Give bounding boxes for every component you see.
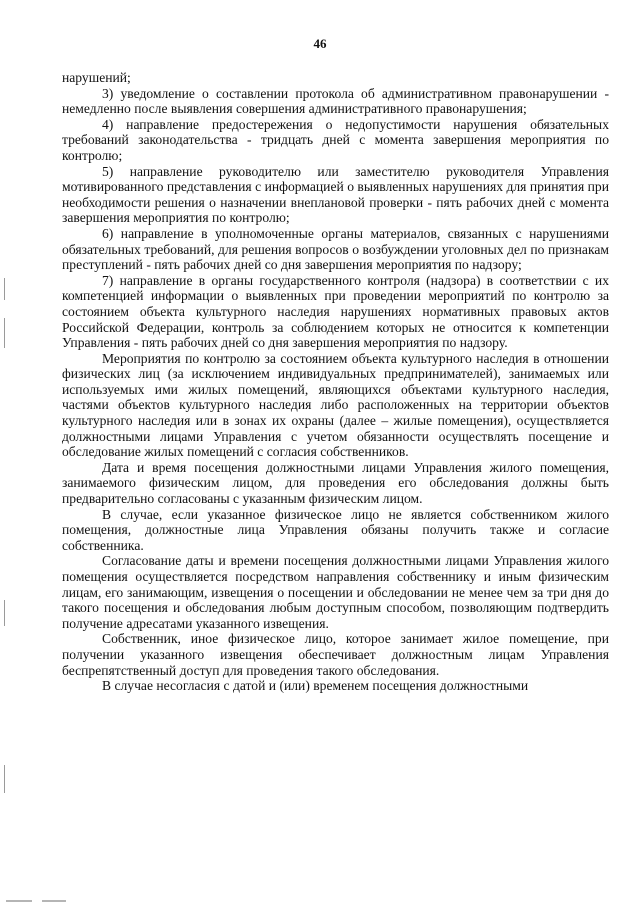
- scan-margin-mark-2: [4, 318, 5, 348]
- paragraph: 4) направление предостережения о недопустимости нарушения обязательных требований законодательства - тридцать дней с момента завершения мероприятия по контролю;: [62, 116, 609, 163]
- document-body: [62, 70, 609, 694]
- paragraph: нарушений;: [62, 70, 131, 85]
- paragraph: Собственник, иное физическое лицо, которое занимает жилое помещение, при получении указанного извещения обеспечивает должностным лицам Управления беспрепятственный доступ для проведения такого обследования.: [62, 631, 609, 678]
- scan-bottom-mark-2: [42, 900, 66, 902]
- paragraph: Дата и время посещения должностными лицами Управления жилого помещения, занимаемого физическим лицом, для проведения его обследования должны быть предварительно согласованы с указанным физическим лицом.: [62, 459, 609, 507]
- paragraph: 6) направление в уполномоченные органы материалов, связанных с нарушениями обязательных требований, для решения вопросов о возбуждении уголовных дел по признакам преступлений - пять рабочих дней со дня завершения мероприятия по надзору;: [62, 225, 609, 273]
- paragraph: Мероприятия по контролю за состоянием объекта культурного наследия в отношении физических лиц (за исключением индивидуальных предпринимателей), занимаемых или используемых ими жилых помещений, являющихся объектами культурного наследия, частями объектов культурного наследия либо расположенных на территории объектов культурного наследия или в зонах их охраны (далее – жилые помещения), осуществляется должностными лицами Управления с учетом обязанности осуществлять посещение и обследование жилых помещений с согласия собственников.: [62, 350, 609, 460]
- scan-margin-mark-4: [4, 765, 5, 793]
- scan-margin-mark-1: [4, 278, 5, 300]
- paragraph: Согласование даты и времени посещения должностными лицами Управления жилого помещения осуществляется посредством направления собственнику и иным физическим лицам, его занимающим, извещения о посещении и обследовании не менее чем за три дня до такого посещения и обследования любым доступным способом, позволяющим подтвердить получение адресатами указанного извещения.: [62, 553, 609, 631]
- scan-bottom-mark-1: [6, 900, 32, 902]
- paragraph: В случае несогласия с датой и (или) временем посещения должностными: [102, 678, 529, 694]
- paragraph: 5) направление руководителю или заместителю руководителя Управления мотивированного представления с информацией о выявленных нарушениях для принятия при необходимости решения о назначении внеплановой проверки - пять рабочих дней с момента завершения мероприятия по контролю;: [62, 163, 609, 226]
- scan-margin-mark-3: [4, 600, 5, 626]
- paragraph: 3) уведомление о составлении протокола об административном правонарушении - немедленно после выявления совершения административного правонарушения;: [62, 85, 609, 117]
- paragraph: В случае, если указанное физическое лицо не является собственником жилого помещения, должностные лица Управления обязаны получить также и согласие собственника.: [62, 506, 609, 553]
- page-number: 46: [313, 36, 327, 51]
- paragraph: 7) направление в органы государственного контроля (надзора) в соответствии с их компетенцией информации о выявленных при проведении мероприятий по контролю за состоянием объекта культурного наследия нарушениях нормативных правовых актов Российской Федерации, контроль за соблюдением которых не относится к компетенции Управления - пять рабочих дней со дня завершения мероприятия по надзору.: [62, 272, 609, 351]
